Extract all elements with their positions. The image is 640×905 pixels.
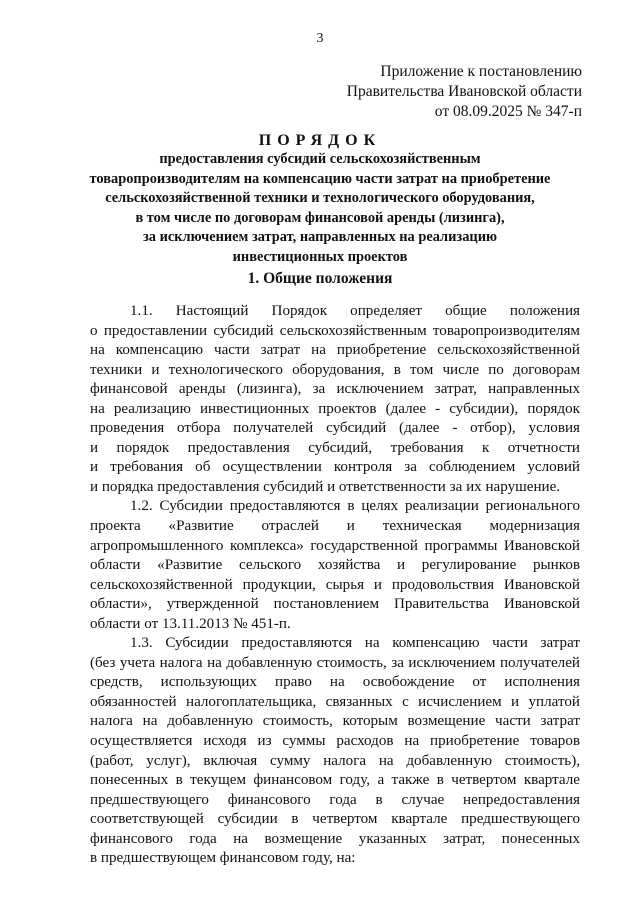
text-line: и порядок предоставления субсидий, требования к отчетности [90,439,580,456]
text-line: понесенных в текущем финансовом году, а также в четвертом квартале [90,772,580,789]
subtitle-line: предоставления субсидий сельскохозяйственным [159,151,481,167]
text-line: области от 13.11.2013 № 451-п. [90,615,291,632]
text-line: проведения отбора получателей субсидий (далее - отбор), условия [90,420,580,437]
subtitle-line: сельскохозяйственной техники и технологического оборудования, [105,190,535,206]
text-line: проекта «Развитие отраслей и техническая модернизация [90,518,580,535]
text-line: осуществляется исходя из суммы расходов на приобретение товаров [90,733,580,750]
text-line: (работ, услуг), включая сумму налога на добавленную стоимость), [90,752,580,769]
paragraph-1-3 [90,634,580,869]
subtitle-line: товаропроизводителям на компенсацию части затрат на приобретение [89,170,551,187]
text-line: обязанностей налогоплательщика, связанных с исчислением и уплатой [90,693,580,710]
text-line: 1.2. Субсидии предоставляются в целях реализации регионального [130,498,580,515]
appendix-date-number: от 08.09.2025 № 347-п [434,103,582,120]
document-subtitle [60,150,580,267]
body-text [90,302,580,869]
subtitle-line: за исключением затрат, направленных на реализацию [143,229,497,245]
document-title: ПОРЯДОК [258,132,382,149]
text-line: 1.3. Субсидии предоставляются на компенсацию части затрат [130,635,580,652]
appendix-block [347,62,582,122]
text-line: в предшествующем финансовом году, на: [90,850,356,867]
text-line: техники и технологического оборудования, в том числе по договорам [90,361,580,378]
text-line: средств, использующих право на освобождение от исполнения [90,674,580,691]
subtitle-line: в том числе по договорам финансовой аренды (лизинга), [135,209,505,226]
text-line: финансовой аренды (лизинга), за исключением затрат, направленных [90,381,580,398]
text-line: и порядка предоставления субсидий и ответственности за их нарушение. [90,478,561,495]
text-line: на компенсацию части затрат на приобретение сельскохозяйственной [90,342,580,359]
text-line: области «Развитие сельского хозяйства и регулирование рынков [90,557,580,574]
text-line: агропромышленного комплекса» государственной программы Ивановской [90,537,580,554]
section-heading: 1. Общие положения [247,270,393,287]
text-line: предшествующего финансового года в случае непредоставления [90,791,580,808]
text-line: финансового года на возмещение указанных затрат, понесенных [90,830,580,847]
text-line: налога на добавленную стоимость, которым возмещение части затрат [90,713,580,730]
text-line: на реализацию инвестиционных проектов (далее - субсидии), порядок [90,400,580,417]
text-line: области», утвержденной постановлением Правительства Ивановской [90,596,580,613]
text-line: о предоставлении субсидий сельскохозяйственным товаропроизводителям [90,322,580,339]
text-line: (без учета налога на добавленную стоимость, за исключением получателей [90,654,580,671]
appendix-line: Правительства Ивановской области [346,83,582,100]
subtitle-line: инвестиционных проектов [232,248,408,265]
appendix-line: Приложение к постановлению [380,63,582,80]
text-line: 1.1. Настоящий Порядок определяет общие положения [130,303,580,319]
text-line: сельскохозяйственной продукции, сырья и продовольствия Ивановской [90,576,580,593]
paragraph-1-1 [90,302,580,497]
paragraph-1-2 [90,497,580,634]
page-number: 3 [316,31,324,46]
text-line: соответствующей субсидии в четвертом квартале предшествующего [90,811,580,828]
text-line: и требования об осуществлении контроля за соблюдением условий [90,459,580,476]
